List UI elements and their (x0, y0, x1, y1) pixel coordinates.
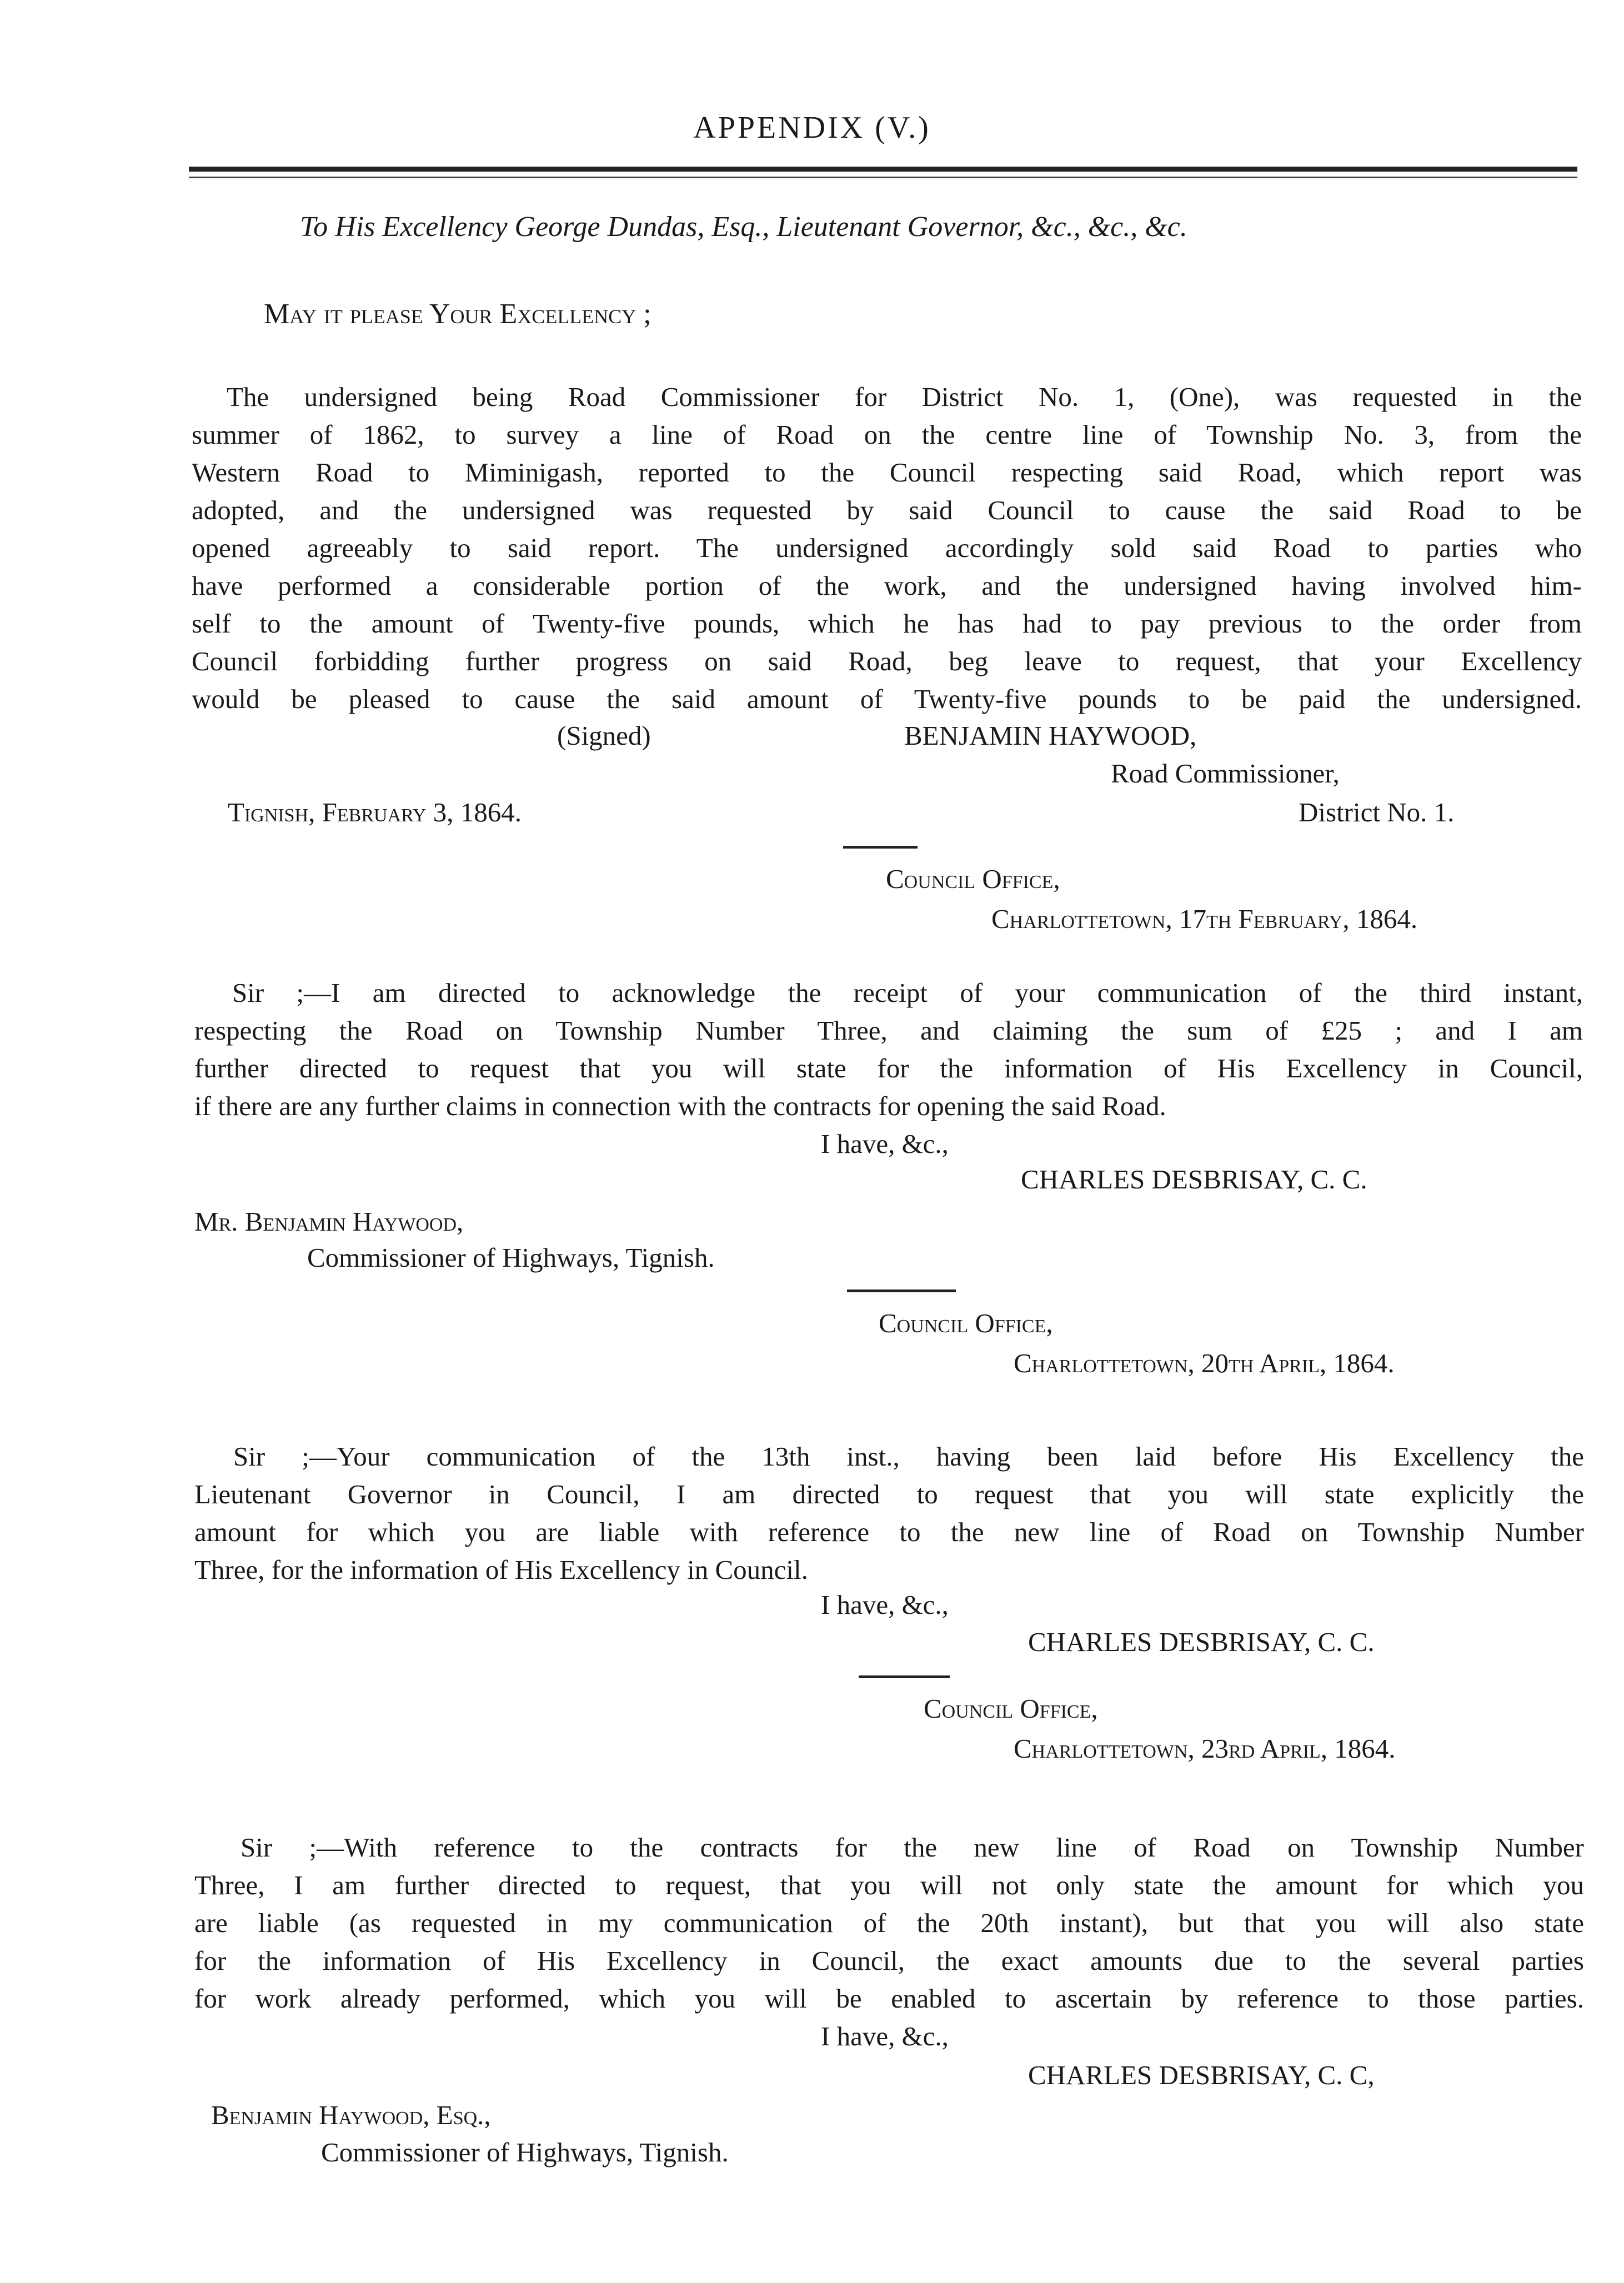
letter3-office: Council Office, (924, 1693, 1098, 1724)
letter2-line: Sir ;—Your communication of the 13th inst., having been laid before His Excellency the (233, 1441, 1584, 1472)
letter1-place-date: Charlottetown, 17th February, 1864. (991, 904, 1418, 934)
letter1-closing: I have, &c., (821, 1128, 949, 1159)
petition-line: The undersigned being Road Commissioner for District No. 1, (One), was requested in the (227, 382, 1582, 412)
letter3-line: for the information of His Excellency in Council, the exact amounts due to the several parties (194, 1945, 1584, 1976)
petition-place-date: Tignish, February 3, 1864. (228, 797, 522, 827)
letter3-recipient-title: Commissioner of Highways, Tignish. (321, 2137, 729, 2167)
section-separator (847, 1289, 956, 1292)
letter1-line: if there are any further claims in connection with the contracts for opening the said Road. (194, 1091, 1166, 1121)
petition-line: would be pleased to cause the said amount of Twenty-five pounds to be paid the undersigned. (192, 684, 1582, 714)
petition-line: opened agreeably to said report. The undersigned accordingly sold said Road to parties who (192, 533, 1582, 563)
petition-line: adopted, and the undersigned was requested by said Council to cause the said Road to be (192, 495, 1582, 525)
letter2-place-date: Charlottetown, 20th April, 1864. (1014, 1348, 1395, 1378)
letter1-line: respecting the Road on Township Number Three, and claiming the sum of £25 ; and I am (194, 1015, 1583, 1046)
letter2-closing: I have, &c., (821, 1589, 949, 1620)
heading-rule-thick (189, 167, 1577, 172)
letter2-line: Lieutenant Governor in Council, I am directed to request that you will state explicitly the (194, 1479, 1584, 1509)
letter1-line: Sir ;—I am directed to acknowledge the receipt of your communication of the third instant, (232, 977, 1583, 1008)
letter3-line: for work already performed, which you will be enabled to ascertain by reference to those parties. (194, 1983, 1584, 2014)
appendix-heading: APPENDIX (V.) (693, 111, 931, 145)
letter1-recipient: Mr. Benjamin Haywood, (194, 1206, 464, 1237)
heading-rule-thin (189, 177, 1577, 178)
petition-line: have performed a considerable portion of the work, and the undersigned having involved him- (192, 570, 1582, 601)
petition-line: Council forbidding further progress on said Road, beg leave to request, that your Excellency (192, 646, 1582, 676)
letter3-line: Three, I am further directed to request, that you will not only state the amount for which you (194, 1870, 1584, 1900)
petition-line: Western Road to Miminigash, reported to the Council respecting said Road, which report was (192, 457, 1582, 488)
letter3-place-date: Charlottetown, 23rd April, 1864. (1014, 1733, 1396, 1764)
petition-signer-title: Road Commissioner, (1111, 758, 1340, 789)
letter2-line: Three, for the information of His Excellency in Council. (194, 1554, 808, 1585)
letter3-line: are liable (as requested in my communication of the 20th instant), but that you will also state (194, 1908, 1584, 1938)
letter3-line: Sir ;—With reference to the contracts for the new line of Road on Township Number (240, 1832, 1584, 1863)
signed-label: (Signed) (557, 720, 651, 751)
letter1-line: further directed to request that you will state for the information of His Excellency in Council, (194, 1053, 1583, 1083)
letter1-recipient-title: Commissioner of Highways, Tignish. (307, 1242, 715, 1273)
letter2-line: amount for which you are liable with reference to the new line of Road on Township Number (194, 1517, 1584, 1547)
letter1-office: Council Office, (886, 864, 1060, 894)
salutation: May it please Your Excellency ; (264, 298, 651, 330)
address-line: To His Excellency George Dundas, Esq., Lieutenant Governor, &c., &c., &c. (300, 211, 1187, 243)
petition-line: summer of 1862, to survey a line of Road on the centre line of Township No. 3, from the (192, 419, 1582, 450)
letter2-office: Council Office, (879, 1308, 1053, 1338)
letter3-signature: CHARLES DESBRISAY, C. C, (1028, 2060, 1375, 2090)
letter1-signature: CHARLES DESBRISAY, C. C. (1021, 1164, 1367, 1195)
letter2-signature: CHARLES DESBRISAY, C. C. (1028, 1627, 1375, 1657)
section-separator (859, 1675, 950, 1678)
letter3-recipient: Benjamin Haywood, Esq., (211, 2100, 491, 2130)
petition-line: self to the amount of Twenty-five pounds, which he has had to pay previous to the order from (192, 608, 1582, 639)
letter3-closing: I have, &c., (821, 2021, 949, 2051)
petition-district: District No. 1. (1299, 797, 1455, 827)
petition-signer: BENJAMIN HAYWOOD, (904, 720, 1197, 751)
section-separator (843, 846, 918, 849)
